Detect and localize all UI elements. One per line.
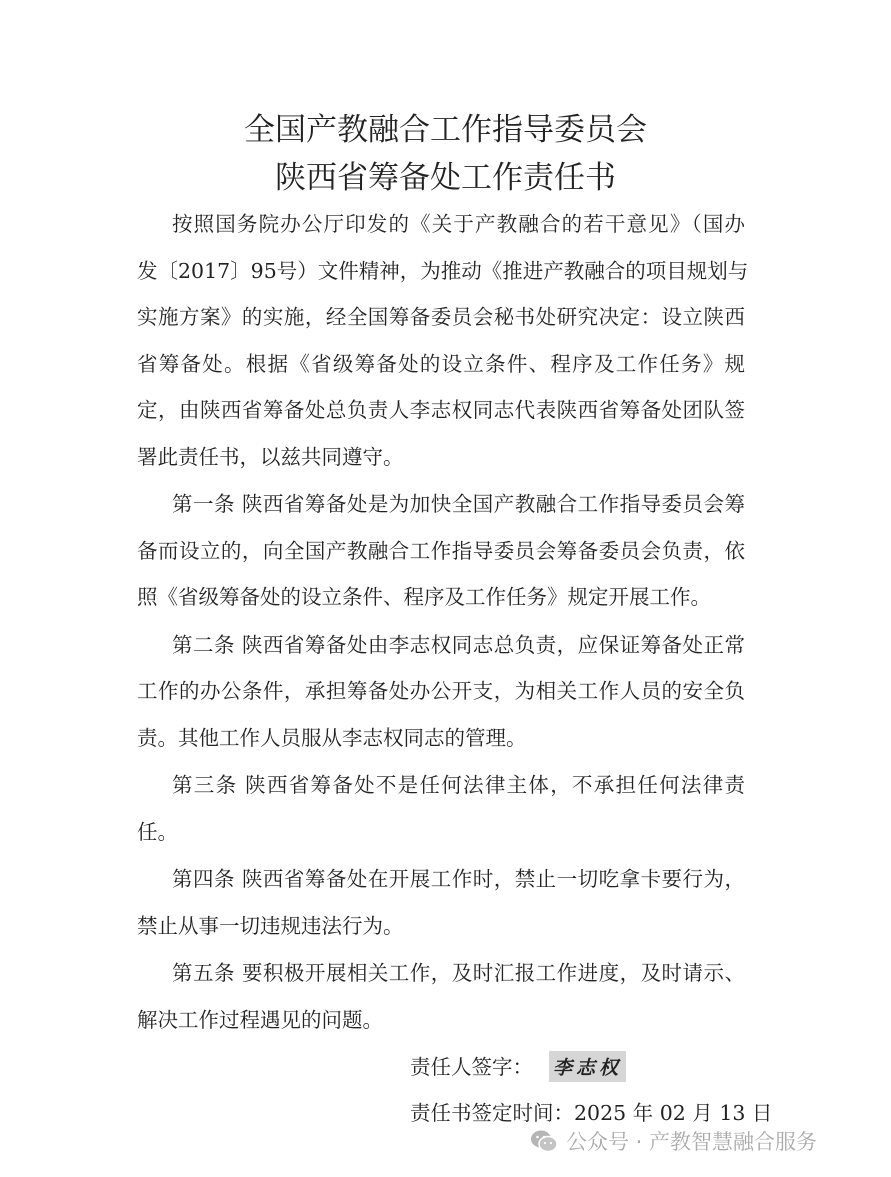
paragraph-line: 署此责任书，以兹共同遵守。 [137,444,404,469]
paragraph-line: 省筹备处。根据《省级筹备处的设立条件、程序及工作任务》规 [137,351,745,376]
date-row [410,1096,772,1126]
paragraph-line: 发〔2017〕95号）文件精神，为推动《推进产教融合的项目规划与 [137,258,749,283]
date-value: 2025 年 02 月 13 日 [574,1101,773,1125]
paragraph-line: 定，由陕西省筹备处总负责人李志权同志代表陕西省筹备处团队签 [137,398,745,422]
paragraph-line: 责。其他工作人员服从李志权同志的管理。 [137,725,527,750]
title-line-2: 陕西省筹备处工作责任书 [275,160,616,196]
paragraph-line: 按照国务院办公厅印发的《关于产教融合的若干意见》（国办 [172,212,745,236]
paragraph-line: 第五条 要积极开展相关工作，及时汇报工作进度，及时请示、 [172,961,745,985]
date-label: 责任书签定时间： [410,1101,574,1125]
wechat-icon [530,1129,558,1153]
watermark-text: 公众号 · 产教智慧融合服务 [566,1130,818,1154]
paragraph-line: 解决工作过程遇见的问题。 [137,1007,383,1032]
signature-label: 责任人签字： [410,1055,533,1079]
paragraph [137,762,745,855]
paragraph-line: 实施方案》的实施，经全国筹备委员会秘书处研究决定：设立陕西 [137,305,745,329]
paragraph-line: 第三条 陕西省筹备处不是任何法律主体，不承担任何法律责 [172,773,745,797]
paragraph [137,856,745,949]
paragraph [137,201,749,480]
document-body [137,201,749,1044]
paragraph [137,481,745,621]
paragraph-line: 第一条 陕西省筹备处是为加快全国产教融合工作指导委员会筹 [172,492,745,516]
paragraph-line: 照《省级筹备处的设立条件、程序及工作任务》规定开展工作。 [137,585,711,609]
paragraph-line: 禁止从事一切违规违法行为。 [137,913,404,938]
paragraph-line: 第四条 陕西省筹备处在开展工作时，禁止一切吃拿卡要行为， [172,867,745,891]
paragraph-line: 工作的办公条件，承担筹备处办公开支，为相关工作人员的安全负 [137,679,745,703]
paragraph-line: 备而设立的，向全国产教融合工作指导委员会筹备委员会负责，依 [137,538,745,563]
paragraph-line: 第二条 陕西省筹备处由李志权同志总负责，应保证筹备处正常 [172,632,745,657]
paragraph [137,622,745,762]
paragraph [137,950,745,1043]
paragraph-line: 任。 [137,819,178,844]
title-line-1: 全国产教融合工作指导委员会 [244,112,647,148]
signature-row [410,1050,626,1082]
signature-image: 李志权 [549,1051,626,1082]
watermark [530,1126,817,1156]
